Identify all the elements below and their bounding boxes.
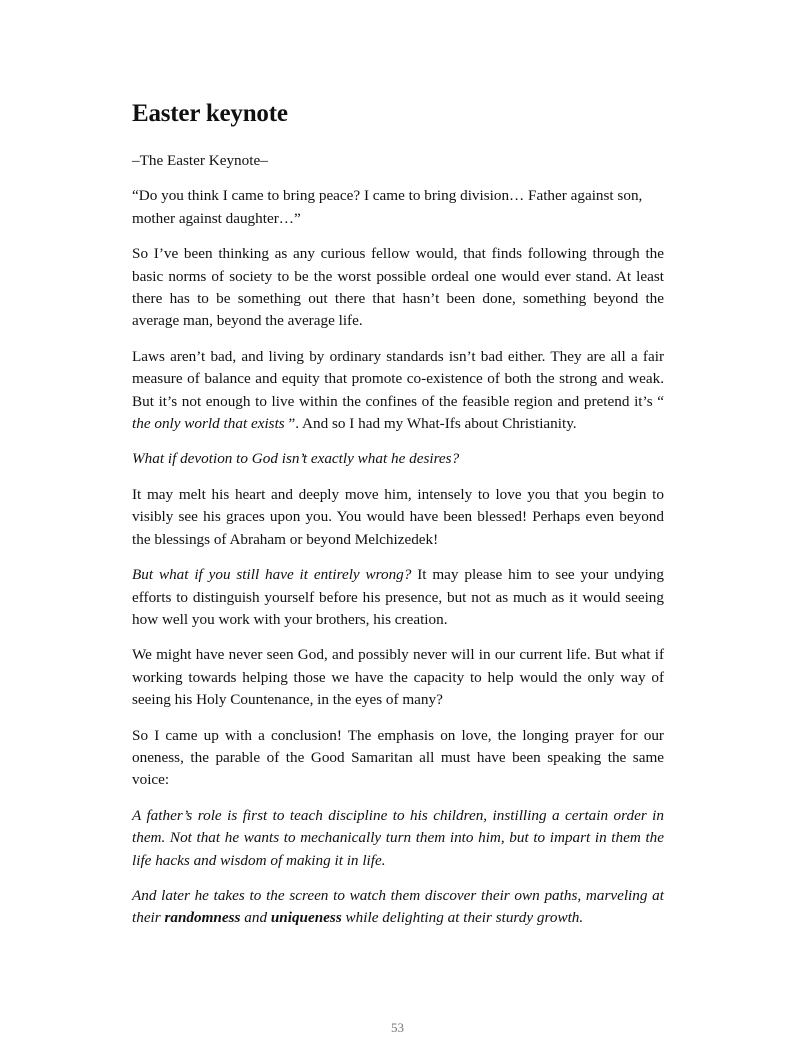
paragraph-8-part-3: while delighting at their sturdy growth. <box>341 909 584 927</box>
paragraph-2 <box>132 346 664 436</box>
page-number: 53 <box>391 1020 404 1035</box>
paragraph-4-text: It may please him to see your undying efforts to distinguish yourself before his presence, but not as much as it would seeing how well you work with your brothers, his creation. <box>132 566 664 628</box>
paragraph-4-emphasis: But what if you still have it entirely wrong? <box>132 566 412 584</box>
paragraph-2-text-after: ”. And so I had my What-Ifs about Christianity. <box>284 415 577 433</box>
paragraph-5: We might have never seen God, and possibly never will in our current life. But what if working towards helping those we have the capacity to help would the only way of seeing his Holy Countenance, in the eyes of many? <box>132 646 664 709</box>
paragraph-3: It may melt his heart and deeply move him, intensely to love you that you begin to visibly see his graces upon you. You would have been blessed! Perhaps even beyond the blessings of Abraham or beyond Melchizedek! <box>132 485 664 548</box>
paragraph-6: So I came up with a conclusion! The emphasis on love, the longing prayer for our oneness, the parable of the Good Samaritan all must have been speaking the same voice: <box>132 726 664 789</box>
paragraph-1: So I’ve been thinking as any curious fellow would, that finds following through the basic norms of society to be the worst possible ordeal one would ever stand. At least there has to be something out there that hasn’t been done, something beyond the average man, beyond the average life. <box>132 245 664 330</box>
paragraph-4 <box>132 564 664 631</box>
page-title: Easter keynote <box>132 100 288 127</box>
paragraph-8-part-1: And later he takes to the screen to watch them discover their own paths, marveling at their <box>132 886 664 927</box>
paragraph-2-text-before: Laws aren’t bad, and living by ordinary standards isn’t bad either. They are all a fair measure of balance and equity that promote co-existence of both the strong and weak. But it’s not enough to live within the confines of the feasible region and pretend it’s “ <box>132 347 664 410</box>
document-page <box>132 98 664 943</box>
paragraph-8-part-2: and <box>240 909 271 927</box>
paragraph-8-bold-randomness: randomness <box>164 909 241 927</box>
paragraph-8 <box>132 885 664 930</box>
subtitle: –The Easter Keynote– <box>132 152 268 169</box>
paragraph-8-bold-uniqueness: uniqueness <box>270 909 342 927</box>
paragraph-2-emphasis: the only world that exists <box>132 415 285 433</box>
opening-quote: “Do you think I came to bring peace? I came to bring division… Father against son, mother against daughter…” <box>132 187 643 227</box>
question-1: What if devotion to God isn’t exactly what he desires? <box>132 450 460 468</box>
paragraph-7: A father’s role is first to teach discipline to his children, instilling a certain order in them. Not that he wants to mechanically turn them into him, but to impart in them the life hacks and wisdom of making it in life. <box>132 806 664 869</box>
